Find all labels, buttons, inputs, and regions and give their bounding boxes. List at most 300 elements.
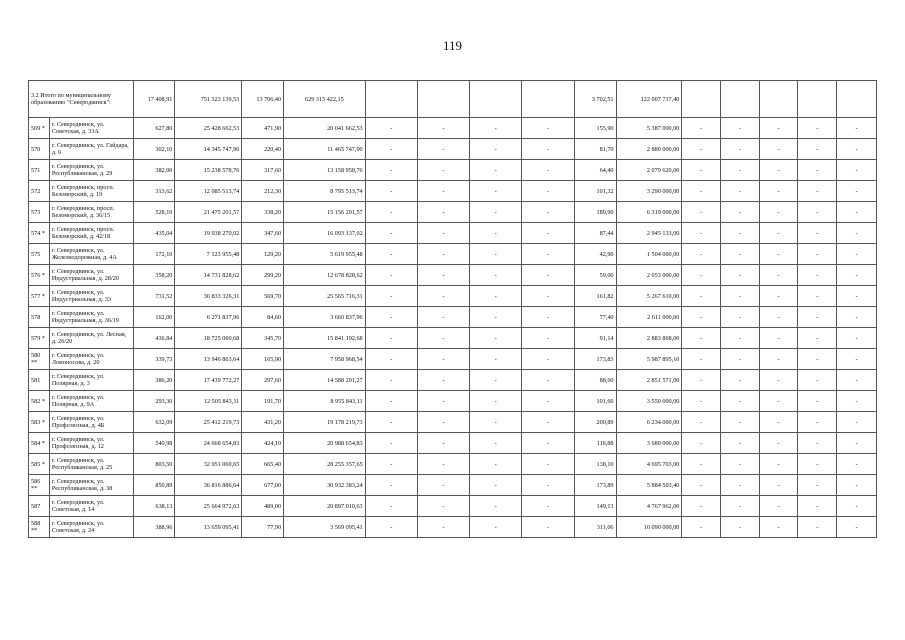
dash-cell: - xyxy=(721,433,760,454)
row-cost2: 25 565 716,31 xyxy=(284,286,366,307)
dash-cell: - xyxy=(470,160,522,181)
dash-cell: - xyxy=(721,328,760,349)
row-cost2: 28 255 357,65 xyxy=(284,454,366,475)
row-number: 571 xyxy=(29,160,50,181)
row-area3: 173,89 xyxy=(574,475,616,496)
row-area: 632,09 xyxy=(133,412,175,433)
dash-cell: - xyxy=(759,307,798,328)
dash-cell: - xyxy=(417,517,469,538)
dash-cell: - xyxy=(417,454,469,475)
row-area3: 91,14 xyxy=(574,328,616,349)
row-cost: 21 475 201,57 xyxy=(175,202,242,223)
row-area3: 81,70 xyxy=(574,139,616,160)
row-cost3: 2 945 133,00 xyxy=(616,223,682,244)
dash-cell: - xyxy=(470,202,522,223)
dash-cell: - xyxy=(837,118,877,139)
dash-cell: - xyxy=(470,517,522,538)
dash-cell: - xyxy=(798,202,837,223)
table-row xyxy=(29,412,877,433)
row-cost2: 13 158 958,76 xyxy=(284,160,366,181)
dash-cell: - xyxy=(365,286,417,307)
row-area3: 88,60 xyxy=(574,370,616,391)
dash-cell: - xyxy=(798,160,837,181)
dash-cell: - xyxy=(759,454,798,475)
row-area2: 489,00 xyxy=(242,496,284,517)
row-cost2: 11 465 747,90 xyxy=(284,139,366,160)
row-area: 293,30 xyxy=(133,391,175,412)
row-cost2: 12 678 828,62 xyxy=(284,265,366,286)
dash-cell: - xyxy=(682,223,721,244)
row-address: г. Северодвинск, ул. Индустриальная, д. 36/19 xyxy=(49,307,133,328)
row-area2: 299,20 xyxy=(242,265,284,286)
row-number: 569 * xyxy=(29,118,50,139)
row-number: 586 ** xyxy=(29,475,50,496)
table-row xyxy=(29,139,877,160)
empty-cell xyxy=(759,81,798,118)
dash-cell: - xyxy=(365,412,417,433)
row-cost: 24 668 654,83 xyxy=(175,433,242,454)
dash-cell: - xyxy=(470,454,522,475)
table-row xyxy=(29,517,877,538)
row-area: 638,13 xyxy=(133,496,175,517)
dash-cell: - xyxy=(365,223,417,244)
row-cost: 13 659 095,41 xyxy=(175,517,242,538)
row-cost: 14 345 747,90 xyxy=(175,139,242,160)
dash-cell: - xyxy=(470,349,522,370)
dash-cell: - xyxy=(682,244,721,265)
row-cost3: 1 504 000,00 xyxy=(616,244,682,265)
row-cost3: 2 883 868,00 xyxy=(616,328,682,349)
row-area: 528,10 xyxy=(133,202,175,223)
dash-cell: - xyxy=(365,265,417,286)
table-row xyxy=(29,496,877,517)
total-cost2: 629 315 422,15 xyxy=(284,81,366,118)
dash-cell: - xyxy=(522,265,574,286)
dash-cell: - xyxy=(759,202,798,223)
dash-cell: - xyxy=(759,412,798,433)
dash-cell: - xyxy=(837,160,877,181)
row-number: 578 xyxy=(29,307,50,328)
dash-cell: - xyxy=(837,181,877,202)
dash-cell: - xyxy=(798,475,837,496)
dash-cell: - xyxy=(837,202,877,223)
row-number: 579 * xyxy=(29,328,50,349)
row-area2: 677,00 xyxy=(242,475,284,496)
dash-cell: - xyxy=(522,412,574,433)
row-address: г. Северодвинск, ул. Ломоносова, д. 20 xyxy=(49,349,133,370)
dash-cell: - xyxy=(759,349,798,370)
row-cost3: 6 234 000,00 xyxy=(616,412,682,433)
dash-cell: - xyxy=(837,454,877,475)
dash-cell: - xyxy=(417,307,469,328)
row-address: г. Северодвинск, ул. Гайдара, д. 6 xyxy=(49,139,133,160)
row-address: г. Северодвинск, ул. Железнодорожная, д. 4А xyxy=(49,244,133,265)
dash-cell: - xyxy=(759,265,798,286)
dash-cell: - xyxy=(682,118,721,139)
row-cost3: 3 680 000,00 xyxy=(616,433,682,454)
dash-cell: - xyxy=(759,328,798,349)
row-number: 575 xyxy=(29,244,50,265)
table-row xyxy=(29,118,877,139)
dash-cell: - xyxy=(682,391,721,412)
row-area: 540,98 xyxy=(133,433,175,454)
dash-cell: - xyxy=(365,139,417,160)
dash-cell: - xyxy=(417,412,469,433)
row-area2: 431,20 xyxy=(242,412,284,433)
row-cost2: 15 156 201,57 xyxy=(284,202,366,223)
row-cost3: 5 884 503,40 xyxy=(616,475,682,496)
dash-cell: - xyxy=(837,412,877,433)
dash-cell: - xyxy=(798,370,837,391)
dash-cell: - xyxy=(470,391,522,412)
row-area: 388,96 xyxy=(133,517,175,538)
dash-cell: - xyxy=(365,475,417,496)
total-cost: 751 323 139,53 xyxy=(175,81,242,118)
row-number: 587 xyxy=(29,496,50,517)
row-address: г. Северодвинск, ул. Советская, д. 14 xyxy=(49,496,133,517)
dash-cell: - xyxy=(522,118,574,139)
dash-cell: - xyxy=(470,286,522,307)
row-area: 382,00 xyxy=(133,160,175,181)
dash-cell: - xyxy=(682,181,721,202)
row-number: 580 ** xyxy=(29,349,50,370)
row-address: г. Северодвинск, ул. Полярная, д. 3 xyxy=(49,370,133,391)
row-area: 339,73 xyxy=(133,349,175,370)
dash-cell: - xyxy=(798,118,837,139)
row-cost3: 2 851 571,00 xyxy=(616,370,682,391)
row-number: 576 * xyxy=(29,265,50,286)
row-area2: 191,70 xyxy=(242,391,284,412)
table-row xyxy=(29,433,877,454)
dash-cell: - xyxy=(721,349,760,370)
page-number: 119 xyxy=(442,38,463,53)
row-number: 585 * xyxy=(29,454,50,475)
dash-cell: - xyxy=(837,307,877,328)
dash-cell: - xyxy=(365,349,417,370)
dash-cell: - xyxy=(721,496,760,517)
dash-cell: - xyxy=(417,244,469,265)
dash-cell: - xyxy=(798,391,837,412)
row-area3: 101,32 xyxy=(574,181,616,202)
row-cost2: 14 588 201,27 xyxy=(284,370,366,391)
row-cost: 17 439 772,27 xyxy=(175,370,242,391)
dash-cell: - xyxy=(837,517,877,538)
dash-cell: - xyxy=(759,244,798,265)
dash-cell: - xyxy=(522,286,574,307)
row-cost2: 19 178 219,73 xyxy=(284,412,366,433)
row-area2: 338,20 xyxy=(242,202,284,223)
row-area3: 189,90 xyxy=(574,202,616,223)
row-area2: 77,90 xyxy=(242,517,284,538)
row-cost: 25 664 972,63 xyxy=(175,496,242,517)
row-area: 162,00 xyxy=(133,307,175,328)
row-area3: 116,88 xyxy=(574,433,616,454)
dash-cell: - xyxy=(417,370,469,391)
dash-cell: - xyxy=(682,517,721,538)
total-row xyxy=(29,81,877,118)
dash-cell: - xyxy=(470,139,522,160)
table-row xyxy=(29,181,877,202)
dash-cell: - xyxy=(365,391,417,412)
dash-cell: - xyxy=(365,160,417,181)
dash-cell: - xyxy=(721,307,760,328)
row-cost2: 20 041 662,53 xyxy=(284,118,366,139)
table-row xyxy=(29,391,877,412)
row-address: г. Северодвинск, просп. Беломорский, д. 19 xyxy=(49,181,133,202)
dash-cell: - xyxy=(837,475,877,496)
dash-cell: - xyxy=(721,160,760,181)
dash-cell: - xyxy=(721,139,760,160)
row-area: 172,10 xyxy=(133,244,175,265)
row-area: 803,50 xyxy=(133,454,175,475)
dash-cell: - xyxy=(721,286,760,307)
row-area: 313,62 xyxy=(133,181,175,202)
dash-cell: - xyxy=(417,349,469,370)
dash-cell: - xyxy=(798,328,837,349)
dash-cell: - xyxy=(522,496,574,517)
empty-cell xyxy=(837,81,877,118)
dash-cell: - xyxy=(798,496,837,517)
dash-cell: - xyxy=(682,454,721,475)
dash-cell: - xyxy=(759,496,798,517)
row-area: 358,20 xyxy=(133,265,175,286)
row-cost: 7 123 955,48 xyxy=(175,244,242,265)
row-cost: 25 428 662,53 xyxy=(175,118,242,139)
row-area: 627,80 xyxy=(133,118,175,139)
empty-cell xyxy=(522,81,574,118)
row-area3: 200,89 xyxy=(574,412,616,433)
row-number: 577 * xyxy=(29,286,50,307)
dash-cell: - xyxy=(837,496,877,517)
dash-cell: - xyxy=(721,412,760,433)
dash-cell: - xyxy=(759,181,798,202)
dash-cell: - xyxy=(365,244,417,265)
row-address: г. Северодвинск, ул. Индустриальная, д. 28/20 xyxy=(49,265,133,286)
dash-cell: - xyxy=(759,370,798,391)
row-cost3: 5 387 000,00 xyxy=(616,118,682,139)
dash-cell: - xyxy=(759,118,798,139)
table-row xyxy=(29,370,877,391)
row-area3: 173,83 xyxy=(574,349,616,370)
dash-cell: - xyxy=(470,370,522,391)
row-area3: 87,44 xyxy=(574,223,616,244)
row-area3: 149,13 xyxy=(574,496,616,517)
row-address: г. Северодвинск, ул. Советская, д. 33А xyxy=(49,118,133,139)
dash-cell: - xyxy=(682,202,721,223)
row-number: 584 * xyxy=(29,433,50,454)
dash-cell: - xyxy=(417,265,469,286)
row-cost2: 15 841 192,68 xyxy=(284,328,366,349)
dash-cell: - xyxy=(721,244,760,265)
dash-cell: - xyxy=(470,265,522,286)
dash-cell: - xyxy=(682,496,721,517)
row-area2: 471,90 xyxy=(242,118,284,139)
total-cost3: 122 007 717,40 xyxy=(616,81,682,118)
dash-cell: - xyxy=(798,307,837,328)
row-number: 581 xyxy=(29,370,50,391)
row-cost2: 3 569 095,41 xyxy=(284,517,366,538)
row-address: г. Северодвинск, ул. Республиканская, д. 38 xyxy=(49,475,133,496)
dash-cell: - xyxy=(522,391,574,412)
row-area3: 64,40 xyxy=(574,160,616,181)
row-area2: 129,20 xyxy=(242,244,284,265)
row-cost2: 7 958 968,54 xyxy=(284,349,366,370)
dash-cell: - xyxy=(682,370,721,391)
dash-cell: - xyxy=(522,307,574,328)
row-cost2: 8 795 513,74 xyxy=(284,181,366,202)
dash-cell: - xyxy=(417,496,469,517)
row-area2: 424,10 xyxy=(242,433,284,454)
dash-cell: - xyxy=(798,286,837,307)
row-address: г. Северодвинск, ул. Республиканская, д. 25 xyxy=(49,454,133,475)
dash-cell: - xyxy=(759,160,798,181)
row-cost3: 6 319 000,00 xyxy=(616,202,682,223)
row-number: 582 * xyxy=(29,391,50,412)
row-area: 436,84 xyxy=(133,328,175,349)
row-cost3: 3 550 000,00 xyxy=(616,391,682,412)
row-cost3: 5 267 610,00 xyxy=(616,286,682,307)
dash-cell: - xyxy=(798,454,837,475)
row-number: 583 * xyxy=(29,412,50,433)
row-cost3: 4 767 962,00 xyxy=(616,496,682,517)
row-area2: 345,70 xyxy=(242,328,284,349)
dash-cell: - xyxy=(522,433,574,454)
dash-cell: - xyxy=(522,454,574,475)
empty-cell xyxy=(417,81,469,118)
row-address: г. Северодвинск, ул. Полярная, д. 9А xyxy=(49,391,133,412)
row-area2: 220,40 xyxy=(242,139,284,160)
dash-cell: - xyxy=(365,454,417,475)
dash-cell: - xyxy=(759,433,798,454)
dash-cell: - xyxy=(721,181,760,202)
dash-cell: - xyxy=(682,286,721,307)
row-number: 573 xyxy=(29,202,50,223)
dash-cell: - xyxy=(837,139,877,160)
empty-cell xyxy=(682,81,721,118)
row-number: 588 ** xyxy=(29,517,50,538)
dash-cell: - xyxy=(522,328,574,349)
row-number: 570 xyxy=(29,139,50,160)
row-area3: 42,90 xyxy=(574,244,616,265)
dash-cell: - xyxy=(682,349,721,370)
dash-cell: - xyxy=(682,433,721,454)
dash-cell: - xyxy=(759,223,798,244)
row-cost2: 20 897 010,63 xyxy=(284,496,366,517)
dash-cell: - xyxy=(837,391,877,412)
row-cost2: 8 955 843,11 xyxy=(284,391,366,412)
dash-cell: - xyxy=(837,328,877,349)
row-cost: 36 816 886,64 xyxy=(175,475,242,496)
dash-cell: - xyxy=(798,181,837,202)
dash-cell: - xyxy=(682,265,721,286)
row-cost3: 2 611 000,00 xyxy=(616,307,682,328)
dash-cell: - xyxy=(682,475,721,496)
table-row xyxy=(29,349,877,370)
dash-cell: - xyxy=(798,517,837,538)
row-area: 386,20 xyxy=(133,370,175,391)
row-cost: 13 946 863,64 xyxy=(175,349,242,370)
row-cost: 14 731 828,62 xyxy=(175,265,242,286)
dash-cell: - xyxy=(470,433,522,454)
row-cost3: 2 880 000,00 xyxy=(616,139,682,160)
dash-cell: - xyxy=(682,139,721,160)
dash-cell: - xyxy=(721,223,760,244)
dash-cell: - xyxy=(759,517,798,538)
dash-cell: - xyxy=(798,244,837,265)
total-area: 17 408,91 xyxy=(133,81,175,118)
dash-cell: - xyxy=(417,118,469,139)
table-row xyxy=(29,265,877,286)
row-area2: 317,60 xyxy=(242,160,284,181)
dash-cell: - xyxy=(470,223,522,244)
housing-register-table xyxy=(28,80,877,538)
dash-cell: - xyxy=(522,139,574,160)
row-area: 435,04 xyxy=(133,223,175,244)
dash-cell: - xyxy=(365,433,417,454)
row-area3: 101,60 xyxy=(574,391,616,412)
dash-cell: - xyxy=(365,307,417,328)
dash-cell: - xyxy=(798,223,837,244)
dash-cell: - xyxy=(798,433,837,454)
dash-cell: - xyxy=(417,433,469,454)
dash-cell: - xyxy=(721,118,760,139)
dash-cell: - xyxy=(759,475,798,496)
dash-cell: - xyxy=(365,517,417,538)
row-area3: 161,82 xyxy=(574,286,616,307)
dash-cell: - xyxy=(682,160,721,181)
row-area2: 84,60 xyxy=(242,307,284,328)
table-row xyxy=(29,328,877,349)
table-row xyxy=(29,244,877,265)
dash-cell: - xyxy=(721,454,760,475)
row-area: 850,89 xyxy=(133,475,175,496)
dash-cell: - xyxy=(470,496,522,517)
dash-cell: - xyxy=(522,244,574,265)
table-row xyxy=(29,475,877,496)
dash-cell: - xyxy=(470,181,522,202)
dash-cell: - xyxy=(682,328,721,349)
row-area: 302,10 xyxy=(133,139,175,160)
row-cost: 12 505 843,11 xyxy=(175,391,242,412)
dash-cell: - xyxy=(365,496,417,517)
row-cost: 18 725 060,68 xyxy=(175,328,242,349)
row-cost: 25 412 219,73 xyxy=(175,412,242,433)
row-cost: 19 038 270,02 xyxy=(175,223,242,244)
dash-cell: - xyxy=(470,328,522,349)
dash-cell: - xyxy=(417,181,469,202)
dash-cell: - xyxy=(522,475,574,496)
dash-cell: - xyxy=(837,265,877,286)
dash-cell: - xyxy=(837,349,877,370)
row-address: г. Северодвинск, ул. Индустриальная, д. 33 xyxy=(49,286,133,307)
dash-cell: - xyxy=(837,370,877,391)
table-row xyxy=(29,454,877,475)
row-cost3: 3 290 000,00 xyxy=(616,181,682,202)
row-address: г. Северодвинск, ул. Республиканская, д. 29 xyxy=(49,160,133,181)
dash-cell: - xyxy=(522,160,574,181)
dash-cell: - xyxy=(470,412,522,433)
table-row xyxy=(29,286,877,307)
row-area2: 569,70 xyxy=(242,286,284,307)
row-area3: 155,90 xyxy=(574,118,616,139)
row-area3: 311,06 xyxy=(574,517,616,538)
dash-cell: - xyxy=(365,328,417,349)
row-address: г. Северодвинск, просп. Беломорский, д. 42/18 xyxy=(49,223,133,244)
dash-cell: - xyxy=(721,202,760,223)
dash-cell: - xyxy=(365,202,417,223)
empty-cell xyxy=(470,81,522,118)
row-cost: 32 951 060,65 xyxy=(175,454,242,475)
